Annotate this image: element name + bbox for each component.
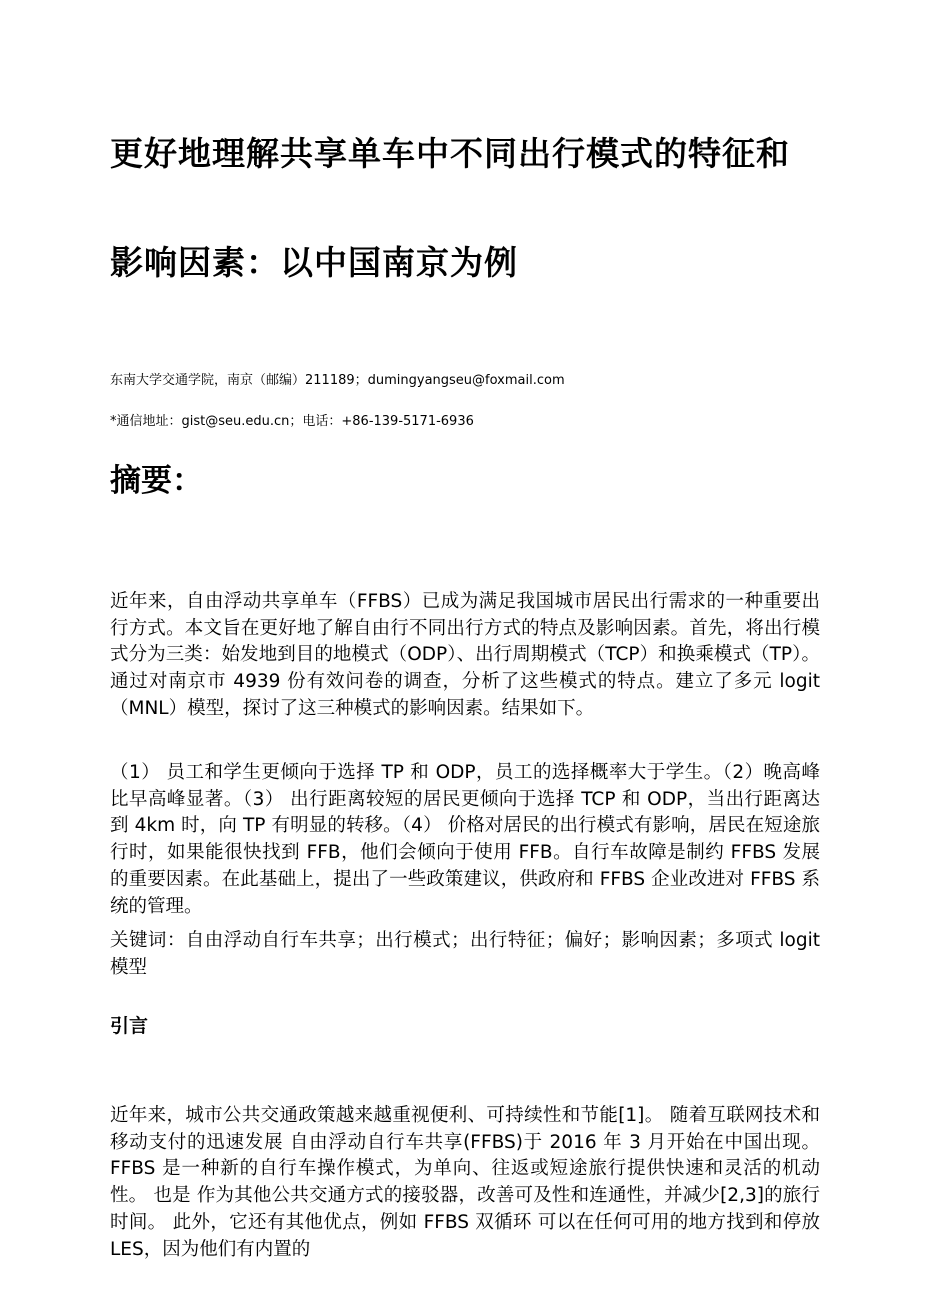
abstract-paragraph-1: 近年来，自由浮动共享单车（FFBS）已成为满足我国城市居民出行需求的一种重要出行方式。本文旨在更好地了解自由行不同出行方式的特点及影响因素。首先，将出行模式分为三类：始发地到目的地模式（ODP）、出行周期模式（TCP）和换乘模式（TP）。通过对南京市 4939 份有效问卷的调查，分析了这些模式的特点。建立了多元 logit（MNL）模型，探讨了这三种模式的影响因素。结果如下。 [110,591,820,719]
author-affiliation: 东南大学交通学院，南京（邮编）211189；dumingyangseu@foxmail.com [110,373,565,388]
keywords: 关键词：自由浮动自行车共享；出行模式；出行特征；偏好；影响因素；多项式 logit 模型 [110,930,820,978]
abstract-paragraph-2: （1） 员工和学生更倾向于选择 TP 和 ODP，员工的选择概率大于学生。（2）晚高峰比早高峰显著。（3） 出行距离较短的居民更倾向于选择 TCP 和 ODP，当出行距离达到 4km 时，向 TP 有明显的转移。（4） 价格对居民的出行模式有影响，居民在短途旅行时，如果能很快找到 FFB，他们会倾向于使用 FFB。自行车故障是制约 FFBS 发展的重要因素。在此基础上，提出了一些政策建议，供政府和 FFBS 企业改进对 FFBS 系统的管理。 [110,762,820,917]
correspondence-info: *通信地址：gist@seu.edu.cn；电话：+86-139-5171-6936 [110,414,474,429]
introduction-paragraph [110,1103,820,1263]
keywords-block [110,928,820,981]
introduction-heading: 引言 [110,1015,149,1037]
abstract-heading: 摘要： [110,463,203,499]
introduction-paragraph-1: 近年来，城市公共交通政策越来越重视便利、可持续性和节能[1]。 随着互联网技术和移动支付的迅速发展 自由浮动自行车共享(FFBS)于 2016 年 3 月开始在中国出现。 FFBS 是一种新的自行车操作模式，为单向、往返或短途旅行提供快速和灵活的机动性。 也是 作为其他公共交通方式的接驳器，改善可及性和连通性，并减少[2,3]的旅行时间。 此外，它还有其他优点，例如 FFBS 双循环 可以在任何可用的地方找到和停放 LES，因为他们有内置的 [110,1105,820,1260]
paper-title-line-2: 影响因素：以中国南京为例 [110,243,518,282]
paper-title-line-1: 更好地理解共享单车中不同出行模式的特征和 [110,134,790,173]
abstract-results-paragraph [110,760,820,920]
